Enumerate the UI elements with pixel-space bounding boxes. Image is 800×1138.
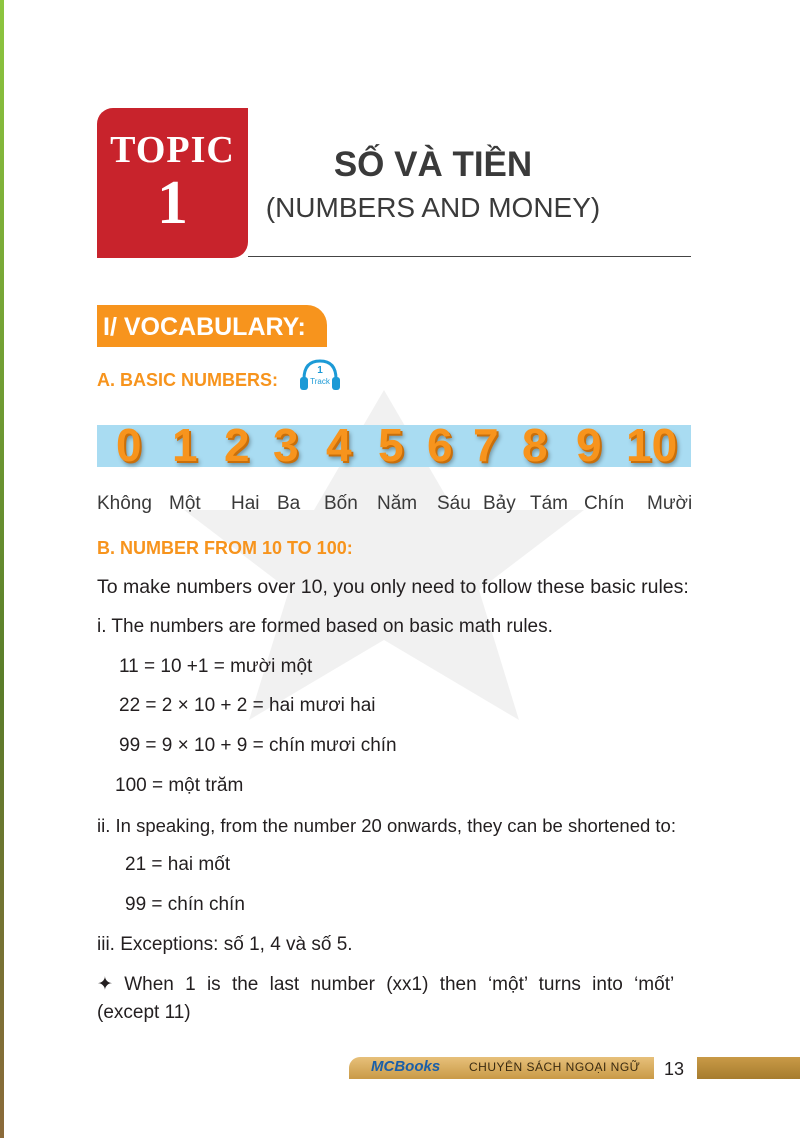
page-subtitle: (NUMBERS AND MONEY) [265,192,601,223]
number-10: 10 [626,419,678,471]
number-2: 2 [224,419,250,471]
note-line-2: (except 11) [97,1002,191,1023]
example-21-short: 21 = hai mốt [125,854,231,875]
section-banner-vocabulary: I/ VOCABULARY: [97,305,327,347]
body-intro: To make numbers over 10, you only need to follow these basic rules: [97,576,689,598]
number-1: 1 [172,419,198,471]
track-label: Track [310,377,330,386]
subheading-number-10-to-100: B. NUMBER FROM 10 TO 100: [97,538,353,558]
example-11: 11 = 10 +1 = mười một [119,656,313,677]
number-9: 9 [576,419,602,471]
number-7: 7 [473,419,499,471]
word-10: Mười [647,493,693,514]
word-7: Bảy [483,493,516,514]
word-4: Bốn [324,493,358,514]
subheading-basic-numbers: A. BASIC NUMBERS: [97,370,279,390]
number-8: 8 [522,419,548,471]
footer-bar [349,1057,654,1079]
rule-iii: iii. Exceptions: số 1, 4 và số 5. [97,934,353,955]
audio-track-headphones-icon[interactable] [298,357,342,393]
rule-ii: ii. In speaking, from the number 20 onwards, they can be shortened to: [97,815,676,836]
word-8: Tám [530,493,568,514]
number-6: 6 [427,419,453,471]
number-5: 5 [378,419,404,471]
example-100: 100 = một trăm [115,775,244,796]
footer-logo: MCBooks [371,1058,441,1075]
number-0: 0 [116,419,142,471]
topic-badge [97,108,248,258]
word-1: Một [169,493,201,514]
left-edge-strip [0,0,4,1138]
number-3: 3 [273,419,299,471]
word-0: Không [97,493,152,514]
track-number: 1 [317,365,323,376]
page-title: SỐ VÀ TIỀN [333,145,533,184]
word-2: Hai [231,493,260,514]
example-99-short: 99 = chín chín [125,894,245,915]
page-number: 13 [664,1059,685,1079]
rule-i: i. The numbers are formed based on basic math rules. [97,616,553,637]
footer-right-bar [697,1057,800,1079]
word-6: Sáu [437,493,471,514]
topic-label: TOPIC [110,129,235,171]
word-3: Ba [277,493,301,514]
topic-number: 1 [157,169,188,237]
word-5: Năm [377,493,418,514]
number-4: 4 [326,419,352,471]
example-99: 99 = 9 × 10 + 9 = chín mươi chín [119,735,397,756]
example-22: 22 = 2 × 10 + 2 = hai mươi hai [119,695,376,716]
title-divider [248,256,691,257]
note-line-1: ✦ When 1 is the last number (xx1) then ‘một’ turns into ‘mốt’ [97,974,675,995]
footer-tagline: CHUYÊN SÁCH NGOẠI NGỮ [469,1060,641,1074]
word-9: Chín [584,493,625,514]
